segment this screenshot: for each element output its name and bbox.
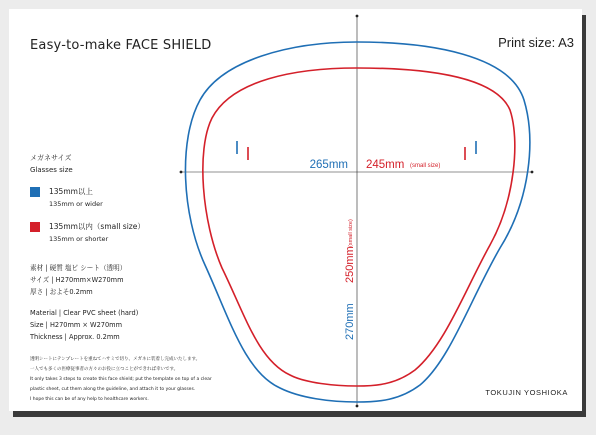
bottom-point bbox=[356, 405, 359, 408]
outline-wide-blue bbox=[185, 42, 529, 402]
width-small-label: 245mm bbox=[366, 159, 405, 171]
legend-small-en: 135mm or shorter bbox=[49, 235, 109, 243]
legend-small-jp: 135mm以内（small size） bbox=[49, 222, 145, 231]
width-wide-label: 265mm bbox=[309, 159, 348, 171]
spec-thickness-jp: 厚さ | およそ0.2mm bbox=[30, 288, 93, 296]
height-small-group bbox=[344, 219, 356, 283]
glasses-size-label-jp: メガネサイズ bbox=[30, 154, 72, 162]
legend-wide-en: 135mm or wider bbox=[49, 200, 103, 208]
brand-name: TOKUJIN YOSHIOKA bbox=[485, 388, 568, 397]
legend-wide-jp: 135mm以上 bbox=[49, 187, 93, 196]
left-point bbox=[180, 171, 183, 174]
height-small-note: (small size) bbox=[348, 219, 354, 247]
outline-small-red bbox=[203, 68, 515, 386]
note-line-3: It only takes 3 steps to create this face shield; put the template on top of a clear bbox=[30, 377, 212, 382]
note-line-1: 透明シートにテンプレートを重ねてハサミで切り、メガネに装着し完成いたします。 bbox=[30, 357, 201, 362]
spec-size-jp: サイズ | H270mm×W270mm bbox=[30, 276, 124, 284]
width-small-note: (small size) bbox=[410, 163, 441, 169]
right-point bbox=[531, 171, 534, 174]
note-line-2: 一人でも多くの医療従事者の方々のお役に立つことができれば幸いです。 bbox=[30, 367, 179, 372]
page-title: Easy-to-make FACE SHIELD bbox=[30, 38, 212, 53]
spec-thickness-en: Thickness | Approx. 0.2mm bbox=[30, 333, 120, 341]
spec-size-en: Size | H270mm × W270mm bbox=[30, 321, 123, 329]
top-point bbox=[356, 15, 359, 18]
note-line-4: plastic sheet, cut them along the guideline, and attach it to your glasses. bbox=[30, 387, 196, 392]
spec-material-jp: 素材 | 硬質 塩ビ シート（透明） bbox=[30, 264, 127, 272]
height-wide-group bbox=[344, 303, 356, 340]
spec-material-en: Material | Clear PVC sheet (hard) bbox=[30, 309, 139, 317]
note-line-5: I hope this can be of any help to healthcare workers. bbox=[30, 397, 149, 402]
print-size-label: Print size: A3 bbox=[498, 35, 574, 50]
height-small-label: 250mm bbox=[344, 246, 356, 283]
height-wide-label: 270mm bbox=[344, 303, 356, 340]
glasses-size-label-en: Glasses size bbox=[30, 166, 73, 174]
